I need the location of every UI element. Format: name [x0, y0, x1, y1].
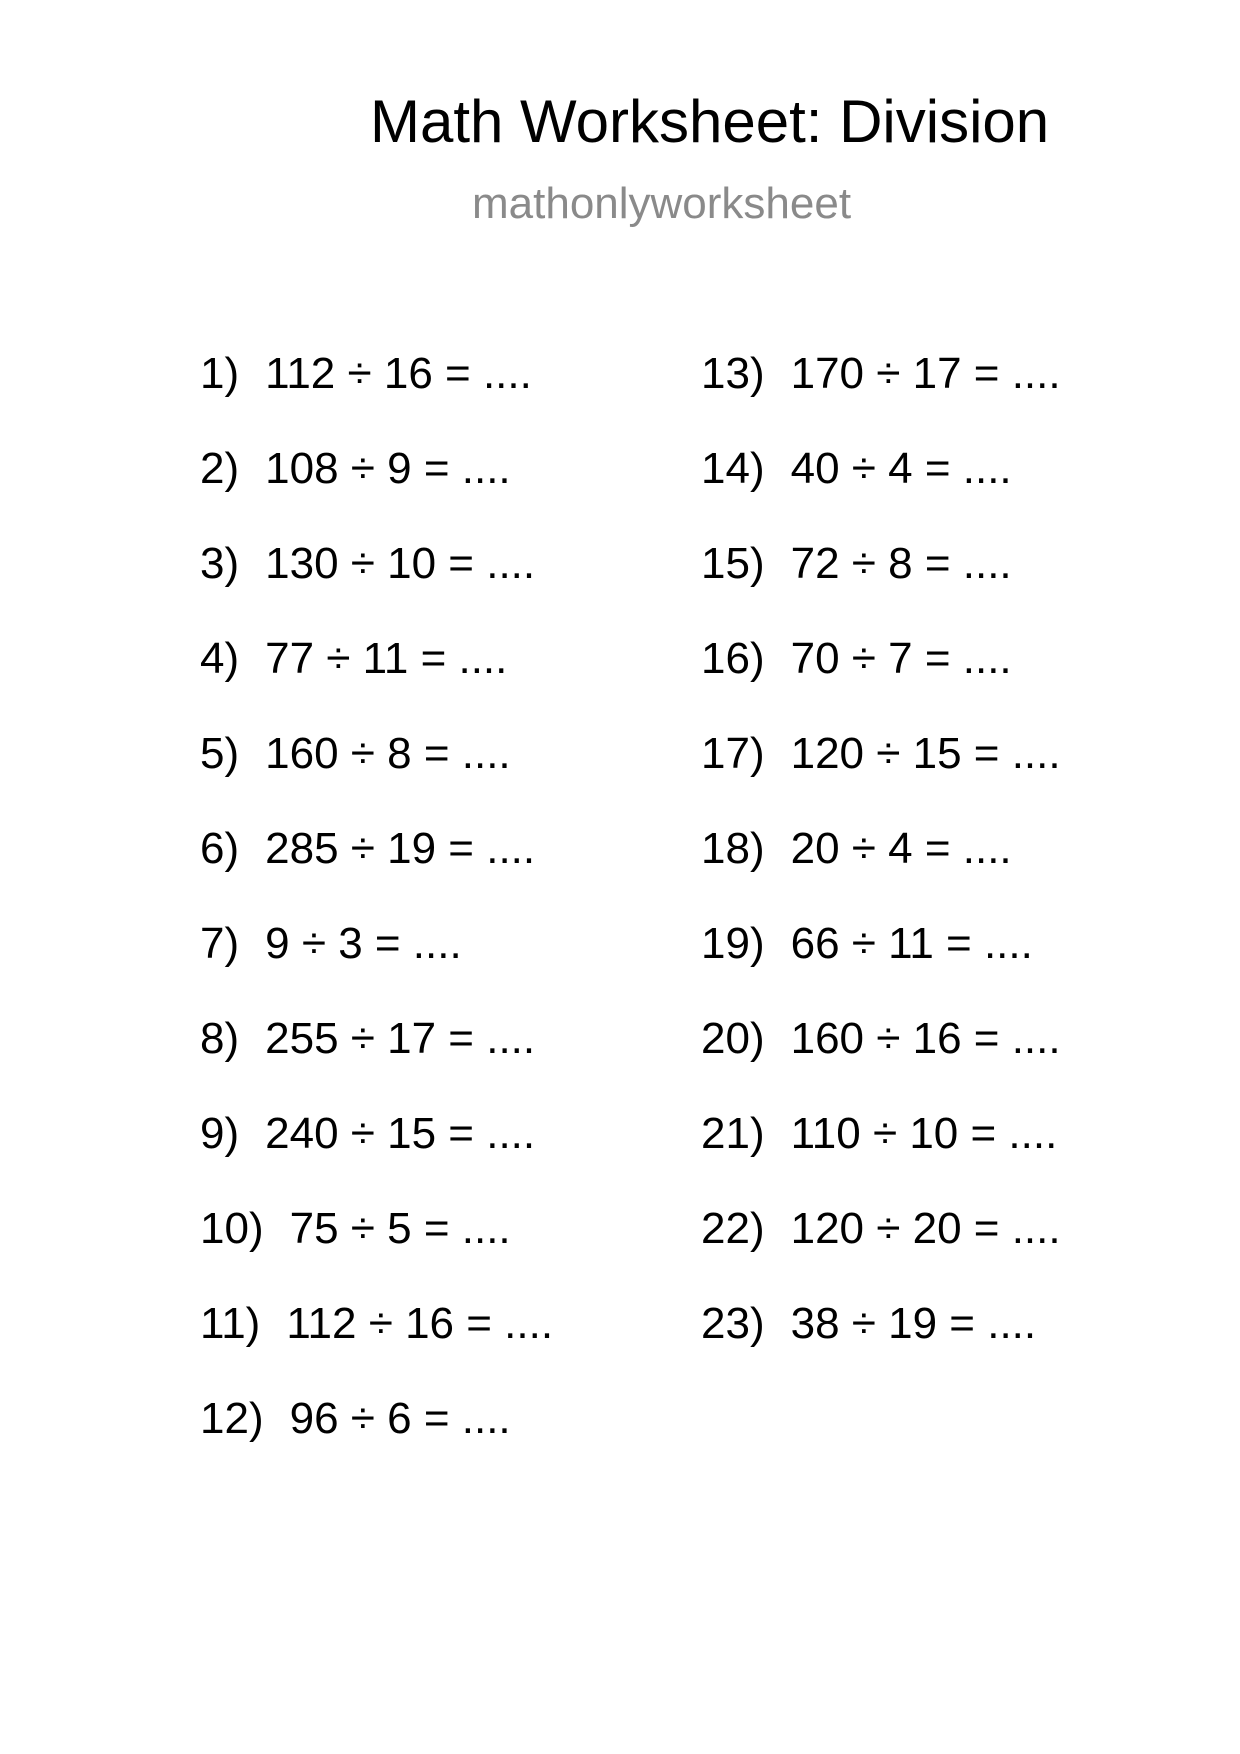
problem-item [200, 1394, 553, 1492]
problem-item [701, 539, 1061, 637]
problem-number: 18) [701, 824, 765, 873]
problem-item [701, 634, 1061, 732]
problem-number: 20) [701, 1014, 765, 1063]
problem-expression: 130 ÷ 10 = .... [265, 539, 536, 588]
problem-expression: 170 ÷ 17 = .... [790, 349, 1061, 398]
problem-expression: 240 ÷ 15 = .... [265, 1109, 536, 1158]
problem-item [200, 349, 553, 447]
problem-expression: 160 ÷ 8 = .... [265, 729, 511, 778]
problem-expression: 40 ÷ 4 = .... [790, 444, 1012, 493]
problem-number: 16) [701, 634, 765, 683]
problem-item [701, 919, 1061, 1017]
problem-item [200, 1014, 553, 1112]
problem-item [701, 729, 1061, 827]
problem-number: 22) [701, 1204, 765, 1253]
problem-number: 8) [200, 1014, 240, 1063]
problem-item [200, 919, 553, 1017]
problem-item [200, 1109, 553, 1207]
problem-number: 10) [200, 1204, 264, 1253]
problem-number: 6) [200, 824, 240, 873]
problem-number: 1) [200, 349, 240, 398]
problem-expression: 120 ÷ 20 = .... [790, 1204, 1061, 1253]
problem-expression: 160 ÷ 16 = .... [790, 1014, 1061, 1063]
problem-item [200, 729, 553, 827]
problem-number: 9) [200, 1109, 240, 1158]
problem-expression: 285 ÷ 19 = .... [265, 824, 536, 873]
problem-item [701, 824, 1061, 922]
problem-expression: 72 ÷ 8 = .... [790, 539, 1012, 588]
problem-number: 5) [200, 729, 240, 778]
problem-number: 17) [701, 729, 765, 778]
worksheet-subtitle: mathonlyworksheet [472, 179, 852, 228]
problem-expression: 96 ÷ 6 = .... [289, 1394, 511, 1443]
problem-expression: 120 ÷ 15 = .... [790, 729, 1061, 778]
problem-expression: 108 ÷ 9 = .... [265, 444, 511, 493]
problem-item [701, 1299, 1061, 1397]
problem-number: 11) [200, 1299, 261, 1348]
problem-number: 23) [701, 1299, 765, 1348]
problem-item [200, 1204, 553, 1302]
problem-item [701, 1109, 1061, 1207]
problem-expression: 9 ÷ 3 = .... [265, 919, 462, 968]
problem-number: 14) [701, 444, 765, 493]
problem-number: 12) [200, 1394, 264, 1443]
problem-number: 19) [701, 919, 765, 968]
problem-expression: 112 ÷ 16 = .... [265, 349, 532, 398]
problem-item [200, 1299, 554, 1397]
problem-expression: 110 ÷ 10 = .... [790, 1109, 1058, 1158]
problem-column-right [701, 349, 1061, 1397]
problem-item [200, 444, 553, 542]
problem-number: 13) [701, 349, 765, 398]
problem-expression: 70 ÷ 7 = .... [790, 634, 1012, 683]
problem-number: 7) [200, 919, 240, 968]
problem-expression: 77 ÷ 11 = .... [265, 634, 508, 683]
problem-item [701, 349, 1061, 447]
problem-item [200, 539, 553, 637]
problem-expression: 20 ÷ 4 = .... [790, 824, 1012, 873]
problem-expression: 38 ÷ 19 = .... [790, 1299, 1037, 1348]
problem-item [200, 824, 553, 922]
problem-number: 2) [200, 444, 240, 493]
problem-item [701, 1204, 1061, 1302]
problem-expression: 75 ÷ 5 = .... [289, 1204, 511, 1253]
problem-column-left [200, 349, 554, 1492]
problem-expression: 255 ÷ 17 = .... [265, 1014, 536, 1063]
problem-item [701, 1014, 1061, 1112]
problem-number: 3) [200, 539, 240, 588]
problem-item [701, 444, 1061, 542]
problem-expression: 66 ÷ 11 = .... [790, 919, 1033, 968]
problem-expression: 112 ÷ 16 = .... [286, 1299, 554, 1348]
problem-number: 15) [701, 539, 765, 588]
problem-number: 4) [200, 634, 240, 683]
problem-item [200, 634, 553, 732]
problem-number: 21) [701, 1109, 765, 1158]
worksheet-title: Math Worksheet: Division [370, 88, 1050, 155]
